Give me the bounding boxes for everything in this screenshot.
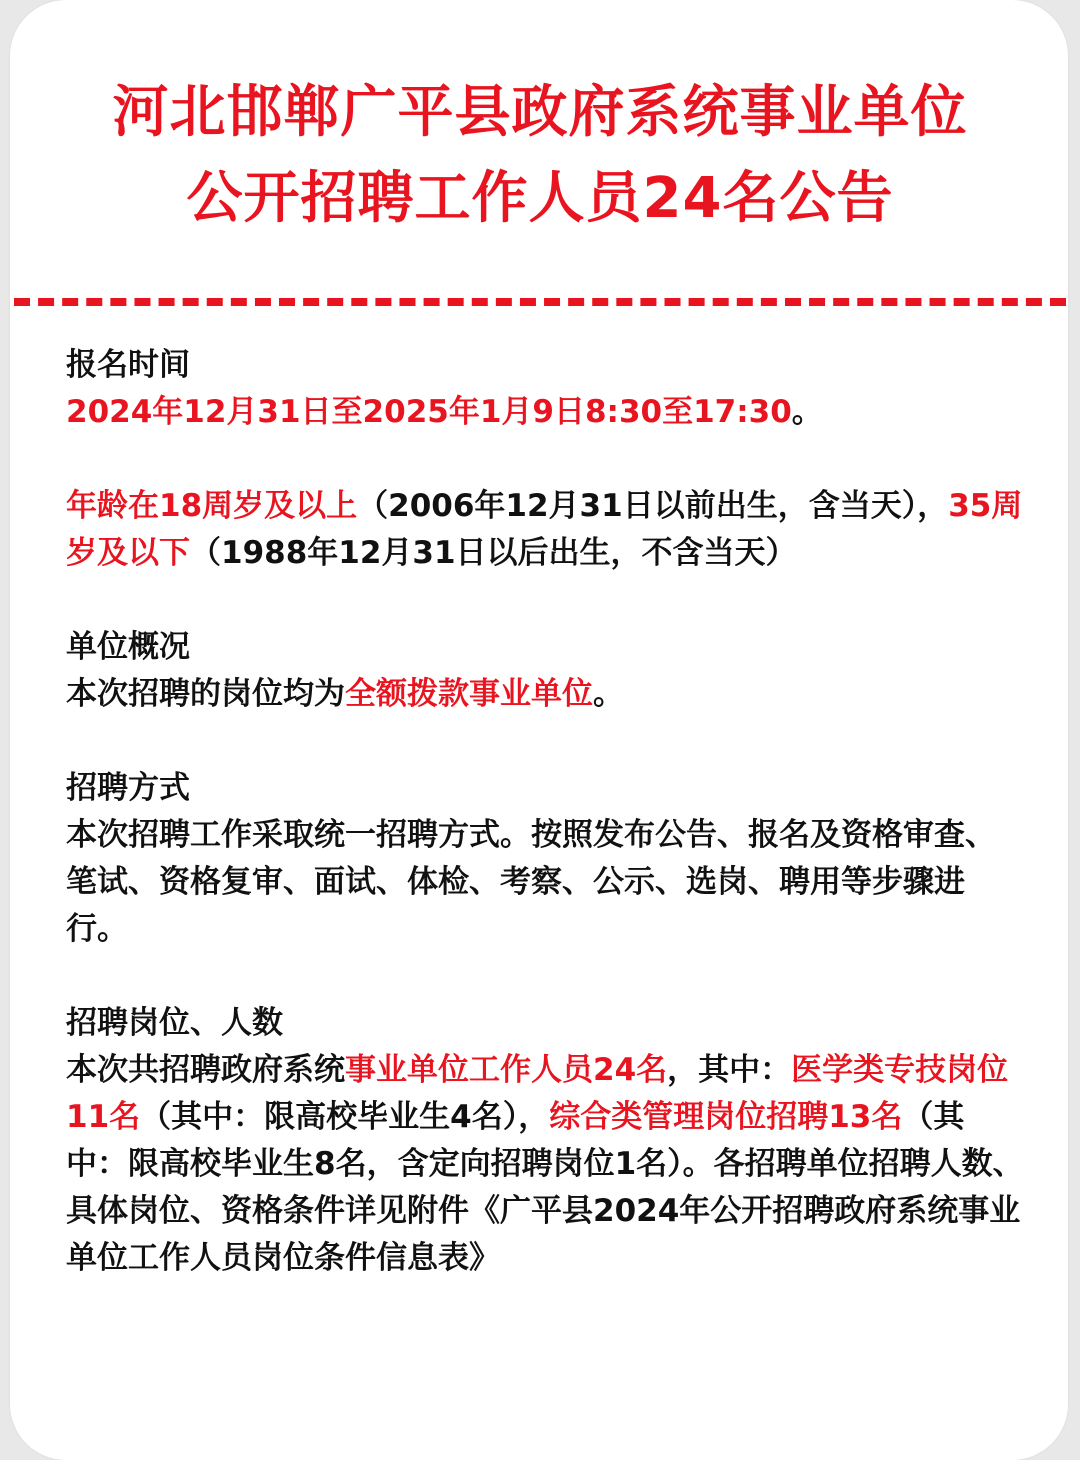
positions-text-7: （其中：限高校毕业生8名，含定向招聘岗位1名）。各招聘单位招聘人数、具体岗位、资格条件详见附件《广平县2024年公开招聘政府系统事业单位工作人员岗位条件信息表》 (66, 1099, 1024, 1276)
unit-overview-text (66, 671, 1026, 718)
registration-time-paragraph (66, 389, 1026, 436)
age-min: 年龄在18周岁及以上 (66, 488, 358, 524)
age-max-detail: （1988年12月31日以后出生，不含当天） (190, 535, 797, 571)
unit-overview-heading: 单位概况 (66, 629, 190, 665)
notice-title (0, 70, 1080, 242)
unit-overview-highlight: 全额拨款事业单位 (345, 676, 593, 712)
positions-text-1: 本次共招聘政府系统 (66, 1052, 345, 1088)
positions-text-5: （其中：限高校毕业生4名）， (140, 1099, 550, 1135)
dashed-divider (14, 298, 1066, 306)
positions-heading: 招聘岗位、人数 (66, 1005, 283, 1041)
spacer (66, 577, 1026, 624)
notice-content (66, 342, 1026, 1282)
spacer (66, 953, 1026, 1000)
registration-heading: 报名时间 (66, 347, 190, 383)
positions-total: 事业单位工作人员24名 (345, 1052, 668, 1088)
method-text: 本次招聘工作采取统一招聘方式。按照发布公告、报名及资格审查、笔试、资格复审、面试、体检、考察、公示、选岗、聘用等步骤进行。 (66, 817, 996, 947)
title-line-1: 河北邯郸广平县政府系统事业单位 (112, 80, 968, 145)
spacer (66, 718, 1026, 765)
positions-text-3: ，其中： (667, 1052, 792, 1088)
method-heading: 招聘方式 (66, 770, 190, 806)
registration-time-suffix: 。 (791, 394, 823, 430)
age-min-detail: （2006年12月31日以前出生，含当天）， (357, 488, 949, 524)
positions-medical: 医学类专技岗位11名 (66, 1052, 1009, 1135)
spacer (66, 436, 1026, 483)
unit-overview-text-after: 。 (593, 676, 624, 712)
registration-time: 2024年12月31日至2025年1月9日8:30至17:30 (66, 394, 792, 430)
age-requirement (66, 483, 1026, 577)
positions-text (66, 1047, 1026, 1282)
age-max: 35周岁及以下 (66, 488, 1023, 571)
unit-overview-text-before: 本次招聘的岗位均为 (66, 676, 345, 712)
title-line-2: 公开招聘工作人员24名公告 (186, 166, 894, 231)
positions-management: 综合类管理岗位招聘13名 (549, 1099, 903, 1135)
